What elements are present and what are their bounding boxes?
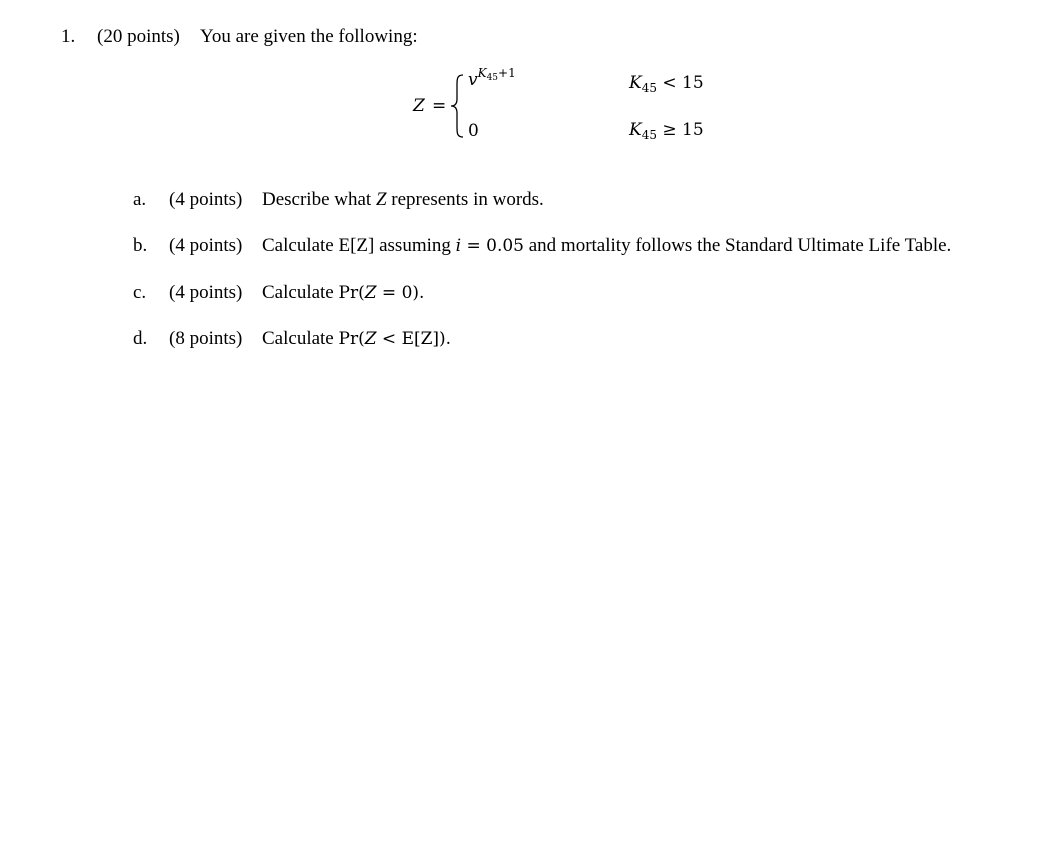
part-d-math-fn: Pr(	[338, 329, 365, 349]
case1-expression	[468, 66, 516, 90]
case1-cond-sub: 45	[641, 81, 657, 95]
case1-condition	[629, 73, 704, 93]
part-b-math-rest: = 0.05	[461, 236, 524, 256]
case1-cond-var: K	[629, 73, 642, 93]
case2-cond-sub: 45	[641, 128, 657, 142]
case2-cond-rel: ≥ 15	[662, 120, 704, 140]
part-b-text-pre: Calculate E[Z] assuming	[262, 235, 456, 256]
part-c-label: c.	[133, 282, 147, 303]
question-intro: You are given the following:	[200, 26, 418, 47]
part-b-points: (4 points)	[169, 235, 243, 256]
case2-condition	[629, 120, 704, 140]
part-d-text	[262, 328, 451, 350]
part-a-text-pre: Describe what	[262, 189, 376, 210]
case1-exp-tail: +1	[498, 66, 516, 80]
part-d-points: (8 points)	[169, 328, 243, 349]
part-c-points: (4 points)	[169, 282, 243, 303]
part-a-text	[262, 189, 544, 211]
part-c-text-pre: Calculate	[262, 282, 339, 303]
left-brace-icon	[448, 73, 466, 139]
case1-cond-rel: < 15	[662, 73, 704, 93]
case1-exp-var: K	[477, 66, 487, 80]
formula-lhs-var: Z	[413, 96, 425, 116]
part-b-text	[262, 235, 951, 257]
part-c-math-rest: = 0).	[376, 283, 425, 303]
part-c-math-var: Z	[364, 283, 377, 303]
part-d-label: d.	[133, 328, 148, 349]
question-number: 1.	[61, 26, 76, 47]
part-b-text-post: and mortality follows the Standard Ultimate Life Table.	[523, 235, 952, 256]
part-a-text-var: Z	[375, 189, 387, 210]
case1-exp-sub: 45	[486, 73, 499, 83]
part-d-text-pre: Calculate	[262, 328, 339, 349]
part-a-label: a.	[133, 189, 147, 210]
part-d-math-var: Z	[364, 329, 377, 349]
part-a-text-post: represents in words.	[386, 189, 544, 210]
case1-base: v	[468, 70, 478, 90]
part-b-math-var: i	[455, 236, 462, 256]
case2-cond-var: K	[629, 120, 642, 140]
part-c-text	[262, 282, 424, 304]
part-b-label: b.	[133, 235, 148, 256]
case2-value: 0	[468, 121, 479, 141]
part-d-math-rest: < E[Z]).	[376, 329, 452, 349]
part-c-math-fn: Pr(	[338, 283, 365, 303]
formula-lhs-eq: =	[432, 96, 447, 116]
question-points: (20 points)	[97, 26, 180, 47]
part-a-points: (4 points)	[169, 189, 243, 210]
